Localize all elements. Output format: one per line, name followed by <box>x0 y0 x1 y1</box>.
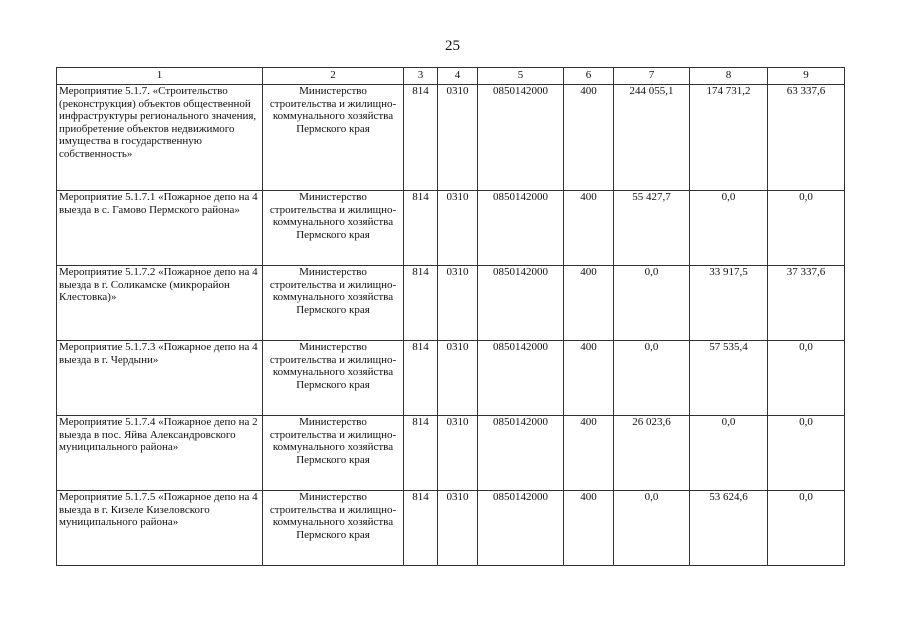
amount-col8-cell: 33 917,5 <box>690 266 768 341</box>
budget-table <box>56 67 845 566</box>
expense-type-cell: 400 <box>564 266 614 341</box>
amount-col7-cell: 0,0 <box>614 491 690 566</box>
organization-cell: Министерство строительства и жилищно-коммунального хозяйства Пермского края <box>263 191 404 266</box>
expense-type-cell: 400 <box>564 341 614 416</box>
event-name-cell: Мероприятие 5.1.7.3 «Пожарное депо на 4 выезда в г. Чердыни» <box>57 341 263 416</box>
target-article-cell: 0850142000 <box>478 416 564 491</box>
expense-type-cell: 400 <box>564 85 614 191</box>
expense-type-cell: 400 <box>564 491 614 566</box>
amount-col9-cell: 0,0 <box>768 341 845 416</box>
column-header-2: 2 <box>263 68 404 85</box>
amount-col9-cell: 0,0 <box>768 191 845 266</box>
table-row <box>57 191 845 266</box>
event-name-cell: Мероприятие 5.1.7.1 «Пожарное депо на 4 выезда в с. Гамово Пермского района» <box>57 191 263 266</box>
department-code-cell: 814 <box>404 266 438 341</box>
column-header-1: 1 <box>57 68 263 85</box>
amount-col7-cell: 55 427,7 <box>614 191 690 266</box>
section-code-cell: 0310 <box>438 416 478 491</box>
amount-col9-cell: 0,0 <box>768 416 845 491</box>
section-code-cell: 0310 <box>438 266 478 341</box>
table-row <box>57 416 845 491</box>
amount-col7-cell: 26 023,6 <box>614 416 690 491</box>
amount-col9-cell: 37 337,6 <box>768 266 845 341</box>
target-article-cell: 0850142000 <box>478 191 564 266</box>
organization-cell: Министерство строительства и жилищно-коммунального хозяйства Пермского края <box>263 85 404 191</box>
event-name-cell: Мероприятие 5.1.7.4 «Пожарное депо на 2 выезда в пос. Яйва Александровского муниципального района» <box>57 416 263 491</box>
column-header-4: 4 <box>438 68 478 85</box>
table-row <box>57 491 845 566</box>
organization-cell: Министерство строительства и жилищно-коммунального хозяйства Пермского края <box>263 491 404 566</box>
page-number: 25 <box>445 38 460 54</box>
section-code-cell: 0310 <box>438 341 478 416</box>
target-article-cell: 0850142000 <box>478 85 564 191</box>
organization-cell: Министерство строительства и жилищно-коммунального хозяйства Пермского края <box>263 416 404 491</box>
amount-col9-cell: 63 337,6 <box>768 85 845 191</box>
amount-col8-cell: 174 731,2 <box>690 85 768 191</box>
table-row <box>57 85 845 191</box>
section-code-cell: 0310 <box>438 491 478 566</box>
amount-col7-cell: 0,0 <box>614 341 690 416</box>
event-name-cell: Мероприятие 5.1.7.2 «Пожарное депо на 4 выезда в г. Соликамске (микрорайон Клестовка)» <box>57 266 263 341</box>
amount-col8-cell: 0,0 <box>690 416 768 491</box>
event-name-cell: Мероприятие 5.1.7.5 «Пожарное депо на 4 выезда в г. Кизеле Кизеловского муниципального района» <box>57 491 263 566</box>
column-header-7: 7 <box>614 68 690 85</box>
expense-type-cell: 400 <box>564 191 614 266</box>
target-article-cell: 0850142000 <box>478 491 564 566</box>
amount-col8-cell: 0,0 <box>690 191 768 266</box>
organization-cell: Министерство строительства и жилищно-коммунального хозяйства Пермского края <box>263 266 404 341</box>
organization-cell: Министерство строительства и жилищно-коммунального хозяйства Пермского края <box>263 341 404 416</box>
section-code-cell: 0310 <box>438 191 478 266</box>
department-code-cell: 814 <box>404 341 438 416</box>
expense-type-cell: 400 <box>564 416 614 491</box>
column-header-3: 3 <box>404 68 438 85</box>
amount-col7-cell: 0,0 <box>614 266 690 341</box>
column-header-5: 5 <box>478 68 564 85</box>
amount-col8-cell: 57 535,4 <box>690 341 768 416</box>
section-code-cell: 0310 <box>438 85 478 191</box>
amount-col7-cell: 244 055,1 <box>614 85 690 191</box>
column-header-6: 6 <box>564 68 614 85</box>
department-code-cell: 814 <box>404 416 438 491</box>
event-name-cell: Мероприятие 5.1.7. «Строительство (реконструкция) объектов общественной инфраструктуры регионального значения, приобретение объектов недвижимого имущества в государственную собственность» <box>57 85 263 191</box>
target-article-cell: 0850142000 <box>478 341 564 416</box>
column-header-9: 9 <box>768 68 845 85</box>
amount-col8-cell: 53 624,6 <box>690 491 768 566</box>
department-code-cell: 814 <box>404 85 438 191</box>
target-article-cell: 0850142000 <box>478 266 564 341</box>
department-code-cell: 814 <box>404 191 438 266</box>
header-row <box>57 68 845 85</box>
table-row <box>57 341 845 416</box>
department-code-cell: 814 <box>404 491 438 566</box>
amount-col9-cell: 0,0 <box>768 491 845 566</box>
table-row <box>57 266 845 341</box>
column-header-8: 8 <box>690 68 768 85</box>
